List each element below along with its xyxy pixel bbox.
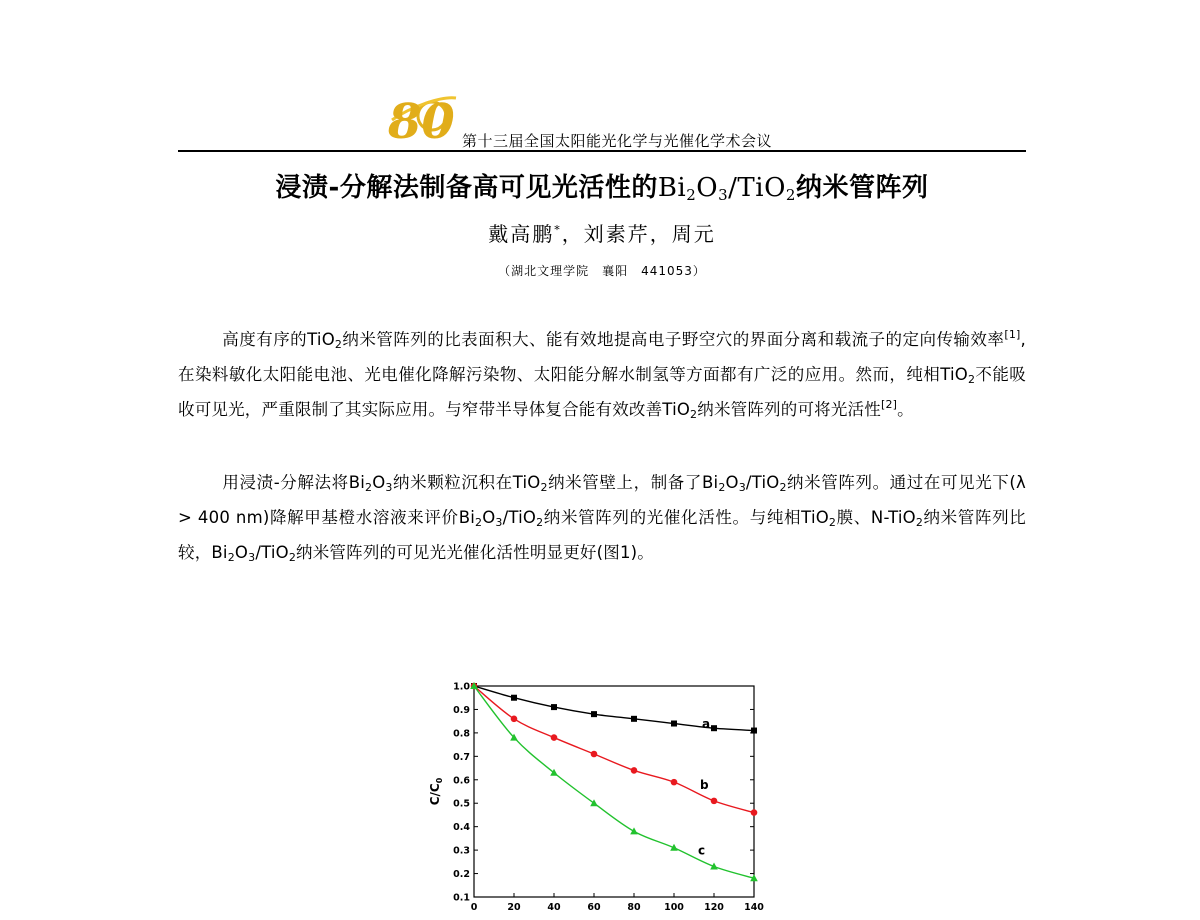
x-tick-label: 60: [587, 902, 601, 913]
y-tick-label: 0.5: [453, 798, 470, 810]
logo-text: 80: [388, 94, 455, 150]
x-tick-label: 20: [507, 902, 521, 913]
series-b-point: [671, 779, 678, 786]
series-c-label: c: [698, 843, 706, 858]
series-a-point: [711, 725, 717, 731]
series-c-point: [590, 799, 598, 806]
series-b-point: [631, 767, 638, 774]
series-c-line: [474, 686, 754, 878]
paragraph-intro: 高度有序的TiO$_2$纳米管阵列的比表面积大、能有效地提高电子野空穴的界面分离和载流子的定向传输效率[1],在染料敏化太阳能电池、光电催化降解污染物、太阳能分解水制氢等方面都有广泛的应用。然而，纯相TiO$_2$不能吸收可见光，严重限制了其实际应用。与窄带半导体复合能有效改善TiO$_2$纳米管阵列的可将光活性[2]。: [178, 328, 1026, 421]
series-a-point: [511, 695, 517, 701]
series-b-point: [511, 716, 518, 723]
y-tick-label: 0.3: [453, 845, 470, 857]
figure-1-chart: [420, 676, 764, 920]
x-tick-label: 100: [664, 902, 684, 913]
y-tick-label: 0.8: [453, 728, 470, 740]
y-tick-label: 0.7: [453, 751, 470, 763]
y-tick-label: 0.2: [453, 869, 470, 881]
y-tick-label: 0.4: [453, 822, 470, 834]
x-tick-label: 140: [744, 902, 764, 913]
y-tick-label: 0.6: [453, 775, 470, 787]
affiliation: （湖北文理学院 襄阳 441053）: [498, 264, 706, 278]
x-tick-label: 80: [627, 902, 641, 913]
series-a-point: [751, 728, 757, 734]
series-a-point: [671, 721, 677, 727]
x-tick-label: 120: [704, 902, 724, 913]
y-tick-label: 1.0: [453, 681, 470, 693]
series-a-point: [631, 716, 637, 722]
author-list: 戴高鹏*，刘素芹，周元: [488, 222, 716, 246]
series-b-point: [711, 798, 718, 805]
header-rule: [178, 150, 1026, 152]
y-tick-label: 0.9: [453, 704, 470, 716]
series-b-line: [474, 686, 754, 813]
citation-2: [2]: [880, 398, 898, 411]
x-tick-label: 40: [547, 902, 561, 913]
series-b-point: [551, 734, 558, 741]
citation-1: [1]: [1004, 328, 1021, 341]
paper-title: 浸渍-分解法制备高可见光活性的$Bi_2O_3/TiO_2$纳米管阵列: [275, 173, 929, 204]
series-a-label: a: [702, 717, 711, 732]
y-axis-label: $C/C_0$: [428, 777, 444, 806]
conference-name: 第十三届全国太阳能光化学与光催化学术会议: [462, 132, 773, 150]
y-tick-label: 0.1: [453, 892, 470, 904]
paragraph-method: 用浸渍-分解法将$Bi_2O_3$纳米颗粒沉积在TiO$_2$纳米管壁上，制备了$Bi_2O_3/TiO_2$纳米管阵列。通过在可见光下(λ > 400 nm)降解甲基橙水溶液来评价$Bi_2O_3/TiO_2$纳米管阵列的光催化活性。与纯相TiO$_2$膜、N-TiO$_2$纳米管阵列比较，$Bi_2O_3/TiO_2$纳米管阵列的可见光光催化活性明显更好(图1)。: [178, 473, 1026, 564]
series-b-point: [591, 751, 598, 758]
conference-logo: [382, 86, 458, 148]
series-b-point: [751, 809, 758, 816]
series-a-point: [551, 704, 557, 710]
series-a-line: [474, 686, 754, 731]
x-tick-label: 0: [470, 902, 478, 913]
series-a-point: [591, 711, 597, 717]
series-c-point: [630, 827, 638, 834]
series-b-label: b: [700, 777, 709, 792]
